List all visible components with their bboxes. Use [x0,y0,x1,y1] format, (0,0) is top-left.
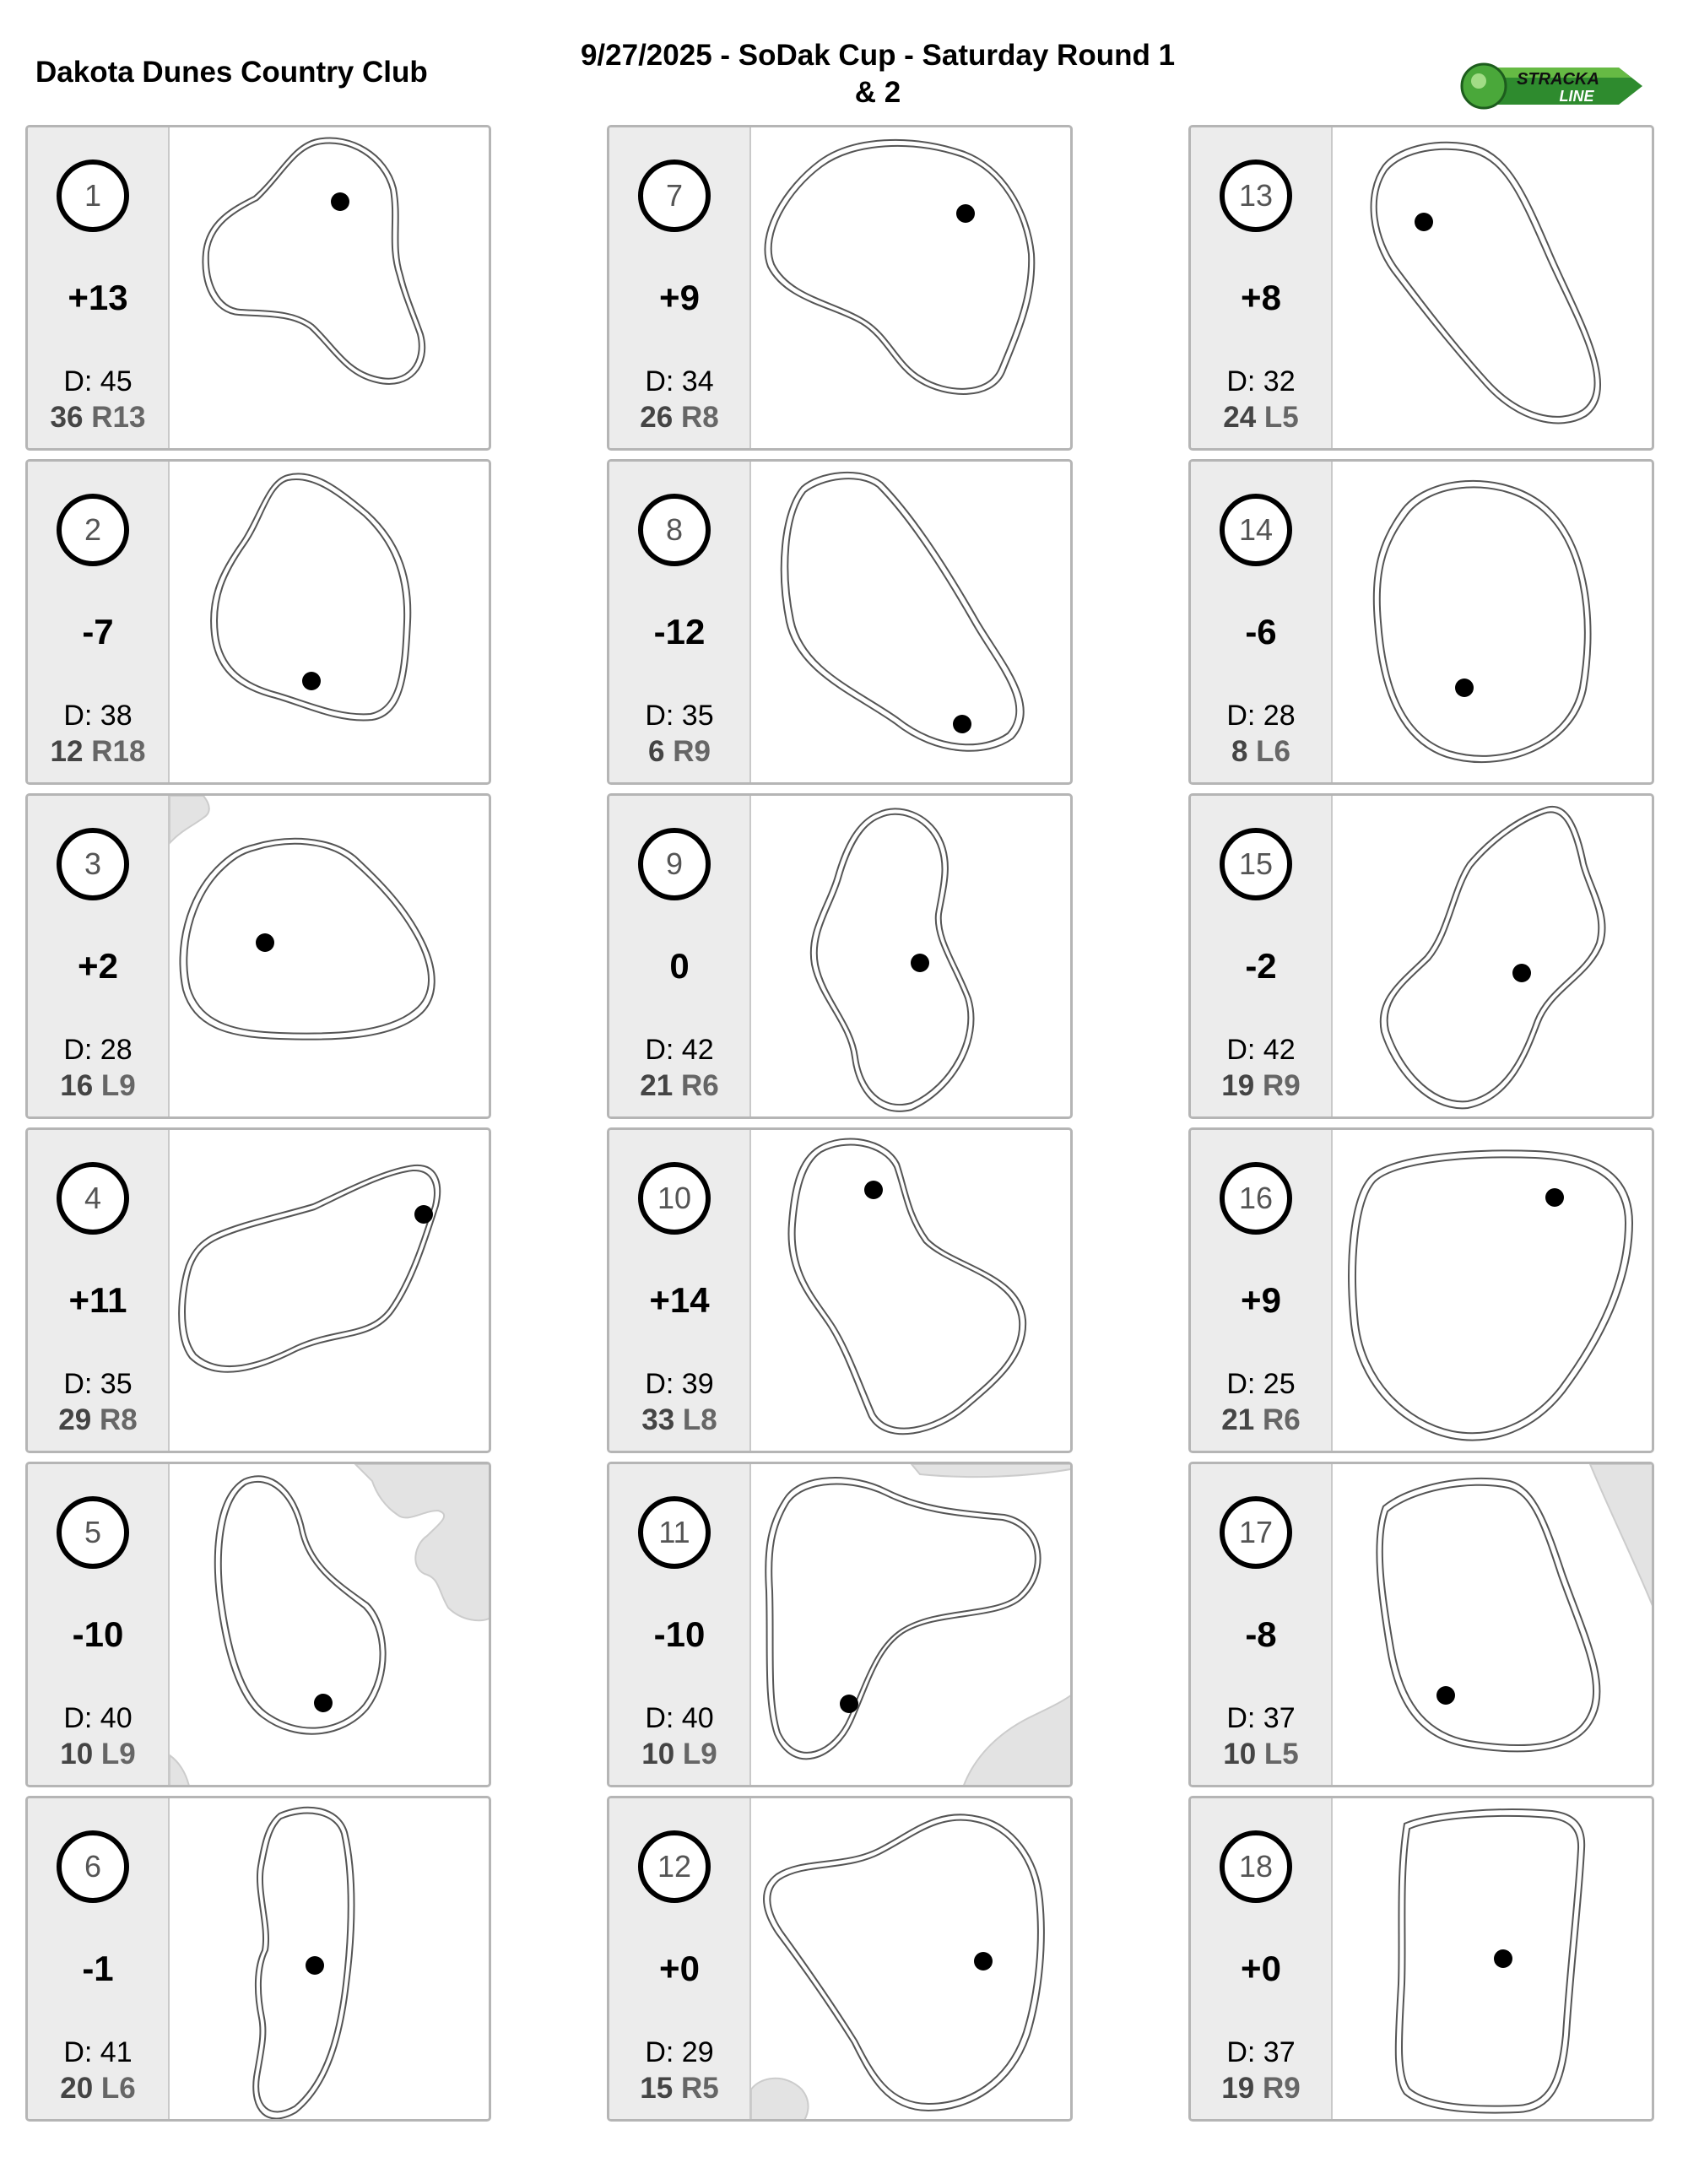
pin-from-front: 19 [1221,1069,1255,1102]
hole-info-panel [1191,1130,1333,1451]
green-diagram [751,1464,1073,1787]
hole-info-panel [1191,1464,1333,1785]
hole-info-panel [609,796,751,1116]
hole-score: +8 [1241,278,1281,317]
hole-number: 3 [57,828,129,900]
pin-from-front: 24 [1223,401,1257,434]
hole-card-15 [1188,793,1654,1119]
pin-from-front: 21 [1221,1403,1255,1436]
green-diagram [1333,796,1654,1119]
green-depth: D: 40 [63,1702,133,1734]
hole-score: -6 [1245,612,1277,651]
logo-text-bottom: LINE [1559,88,1594,105]
hole-info-panel [1191,462,1333,782]
pin-side: L8 [682,1403,717,1436]
pin-from-front: 21 [640,1069,674,1102]
pin-dot [1455,678,1474,697]
hole-info-panel [609,1464,751,1785]
hole-info-panel [28,462,170,782]
logo-text-top: STRACKA [1517,70,1599,89]
hole-score: -10 [653,1614,706,1654]
green-depth: D: 37 [1226,2036,1296,2068]
sheet-title-line-1: 9/27/2025 - SoDak Cup - Saturday Round 1 [580,39,1176,72]
bunker [1590,1464,1654,1616]
hole-info-panel [28,1798,170,2119]
pin-location [28,1403,168,1437]
pin-dot [256,933,274,952]
hole-score: -2 [1245,946,1277,986]
pin-dot [302,672,321,690]
hole-score: +9 [659,278,700,317]
hole-info-panel [609,1130,751,1451]
green-diagram [170,796,491,1119]
hole-score: +14 [649,1280,710,1320]
hole-card-8 [607,459,1073,785]
hole-number: 12 [638,1830,711,1903]
pin-dot [306,1956,324,1975]
hole-info-panel [1191,127,1333,448]
pin-dot [956,204,975,223]
pin-from-front: 10 [641,1738,675,1770]
hole-score: -8 [1245,1614,1277,1654]
hole-number: 17 [1220,1496,1292,1569]
hole-card-16 [1188,1127,1654,1453]
green-depth: D: 28 [1226,700,1296,732]
hole-score: -7 [82,612,114,651]
pin-side: R9 [1262,1069,1301,1102]
green-outline [180,839,434,1040]
pin-from-front: 19 [1221,2072,1255,2105]
pin-side: R9 [1262,2072,1301,2105]
pin-dot [1415,213,1433,231]
green-outline [253,1808,354,2119]
green-diagram [751,462,1073,785]
pin-location [609,1738,749,1771]
hole-number: 5 [57,1496,129,1569]
pin-from-front: 33 [641,1403,675,1436]
green-depth: D: 42 [1226,1034,1296,1066]
hole-card-17 [1188,1462,1654,1787]
hole-info-panel [609,462,751,782]
hole-number: 18 [1220,1830,1292,1903]
green-depth: D: 42 [645,1034,714,1066]
bunker [170,796,209,843]
green-diagram [170,127,491,451]
hole-score: -12 [653,612,706,651]
hole-number: 10 [638,1162,711,1235]
pin-dot [840,1695,858,1713]
pin-side: R8 [99,1403,138,1436]
green-diagram [170,1130,491,1453]
pin-dot [1436,1686,1455,1705]
pin-dot [1512,964,1531,982]
green-outline [1396,1809,1584,2112]
pin-location [1191,1069,1331,1103]
hole-number: 9 [638,828,711,900]
pin-location [609,1403,749,1437]
pin-location [1191,2072,1331,2106]
hole-card-7 [607,125,1073,451]
pin-from-front: 12 [50,735,84,768]
hole-number: 15 [1220,828,1292,900]
green-depth: D: 29 [645,2036,714,2068]
pin-side: R5 [680,2072,719,2105]
hole-number: 8 [638,494,711,566]
pin-from-front: 29 [58,1403,92,1436]
pin-dot [1494,1949,1512,1968]
green-diagram [170,462,491,785]
pin-from-front: 36 [50,401,84,434]
pin-side: R8 [680,401,719,434]
pin-side: L9 [100,1738,136,1770]
green-diagram [1333,462,1654,785]
green-outline [764,1814,1044,2111]
pin-location [609,401,749,435]
pin-dot [953,715,971,733]
green-outline [788,1138,1025,1434]
hole-card-10 [607,1127,1073,1453]
hole-score: +13 [68,278,128,317]
pin-dot [414,1205,433,1224]
hole-score: +0 [1241,1949,1281,1988]
pin-location [1191,1403,1331,1437]
green-outline [811,808,974,1111]
hole-card-1 [25,125,491,451]
hole-score: +9 [1241,1280,1281,1320]
hole-number: 13 [1220,159,1292,232]
club-name: Dakota Dunes Country Club [35,56,428,89]
stracka-line-logo [1458,52,1644,110]
pin-from-front: 8 [1231,735,1248,768]
pin-side: R6 [1262,1403,1301,1436]
green-diagram [751,1798,1073,2122]
pin-dot [911,954,929,972]
pin-location [28,1069,168,1103]
hole-card-13 [1188,125,1654,451]
hole-score: +11 [68,1280,127,1320]
green-outline [1372,143,1601,424]
hole-card-3 [25,793,491,1119]
hole-number: 6 [57,1830,129,1903]
hole-score: +2 [78,946,118,986]
hole-number: 11 [638,1496,711,1569]
hole-info-panel [28,127,170,448]
green-diagram [751,796,1073,1119]
hole-info-panel [28,1464,170,1785]
pin-location [1191,735,1331,769]
hole-info-panel [28,796,170,1116]
pin-side: L5 [1263,1738,1299,1770]
pin-side: L9 [682,1738,717,1770]
green-depth: D: 45 [63,365,133,397]
hole-number: 7 [638,159,711,232]
pin-from-front: 26 [640,401,674,434]
hole-score: -10 [72,1614,124,1654]
green-diagram [1333,1130,1654,1453]
hole-number: 1 [57,159,129,232]
pin-from-front: 6 [648,735,665,768]
green-outline [1377,1479,1599,1752]
pin-from-front: 20 [60,2072,94,2105]
green-depth: D: 35 [645,700,714,732]
green-diagram [1333,127,1654,451]
pin-location [28,735,168,769]
bunker [170,1755,190,1787]
hole-card-2 [25,459,491,785]
pin-side: R6 [680,1069,719,1102]
pin-side: R13 [91,401,146,434]
hole-card-6 [25,1796,491,2122]
pin-side: L9 [100,1069,136,1102]
pin-from-front: 10 [60,1738,94,1770]
pin-location [1191,401,1331,435]
pin-dot [1545,1188,1564,1207]
pin-from-front: 10 [1223,1738,1257,1770]
sheet-title-line-2: & 2 [854,76,901,109]
pin-from-front: 15 [640,2072,674,2105]
pin-location [1191,1738,1331,1771]
pin-dot [314,1694,333,1712]
green-depth: D: 25 [1226,1368,1296,1400]
green-diagram [1333,1798,1654,2122]
hole-card-11 [607,1462,1073,1787]
pin-location [28,1738,168,1771]
green-diagram [170,1798,491,2122]
hole-card-18 [1188,1796,1654,2122]
hole-info-panel [28,1130,170,1451]
hole-card-4 [25,1127,491,1453]
pin-dot [331,192,349,211]
hole-number: 14 [1220,494,1292,566]
pin-side: L6 [1256,735,1291,768]
pin-location [28,401,168,435]
green-outline [1374,481,1591,762]
hole-info-panel [609,1798,751,2119]
hole-number: 4 [57,1162,129,1235]
pin-location [609,2072,749,2106]
hole-card-5 [25,1462,491,1787]
pin-side: R9 [673,735,711,768]
sheet-title [540,37,1215,111]
pin-from-front: 16 [60,1069,94,1102]
bunker [751,2079,809,2122]
bunker [962,1692,1073,1787]
hole-card-9 [607,793,1073,1119]
green-diagram [751,1130,1073,1453]
pin-dot [864,1181,883,1199]
green-depth: D: 34 [645,365,714,397]
green-depth: D: 40 [645,1702,714,1734]
hole-card-12 [607,1796,1073,2122]
green-diagram [751,127,1073,451]
hole-score: -1 [82,1949,114,1988]
hole-info-panel [609,127,751,448]
green-depth: D: 28 [63,1034,133,1066]
green-depth: D: 35 [63,1368,133,1400]
green-outline [203,138,425,384]
pin-dot [974,1952,993,1970]
green-depth: D: 39 [645,1368,714,1400]
bunker [355,1464,491,1620]
hole-info-panel [1191,1798,1333,2119]
green-depth: D: 32 [1226,365,1296,397]
pin-location [609,1069,749,1103]
hole-number: 16 [1220,1162,1292,1235]
green-depth: D: 41 [63,2036,133,2068]
hole-info-panel [1191,796,1333,1116]
green-diagram [1333,1464,1654,1787]
hole-card-14 [1188,459,1654,785]
green-depth: D: 38 [63,700,133,732]
hole-score: +0 [659,1949,700,1988]
pin-location [28,2072,168,2106]
green-depth: D: 37 [1226,1702,1296,1734]
bunker [912,1464,1073,1477]
hole-score: 0 [669,946,690,986]
green-outline [1381,807,1605,1108]
green-diagram [170,1464,491,1787]
pin-side: R18 [91,735,146,768]
pin-side: L6 [100,2072,136,2105]
pin-location [609,735,749,769]
pin-side: L5 [1263,401,1299,434]
hole-number: 2 [57,494,129,566]
